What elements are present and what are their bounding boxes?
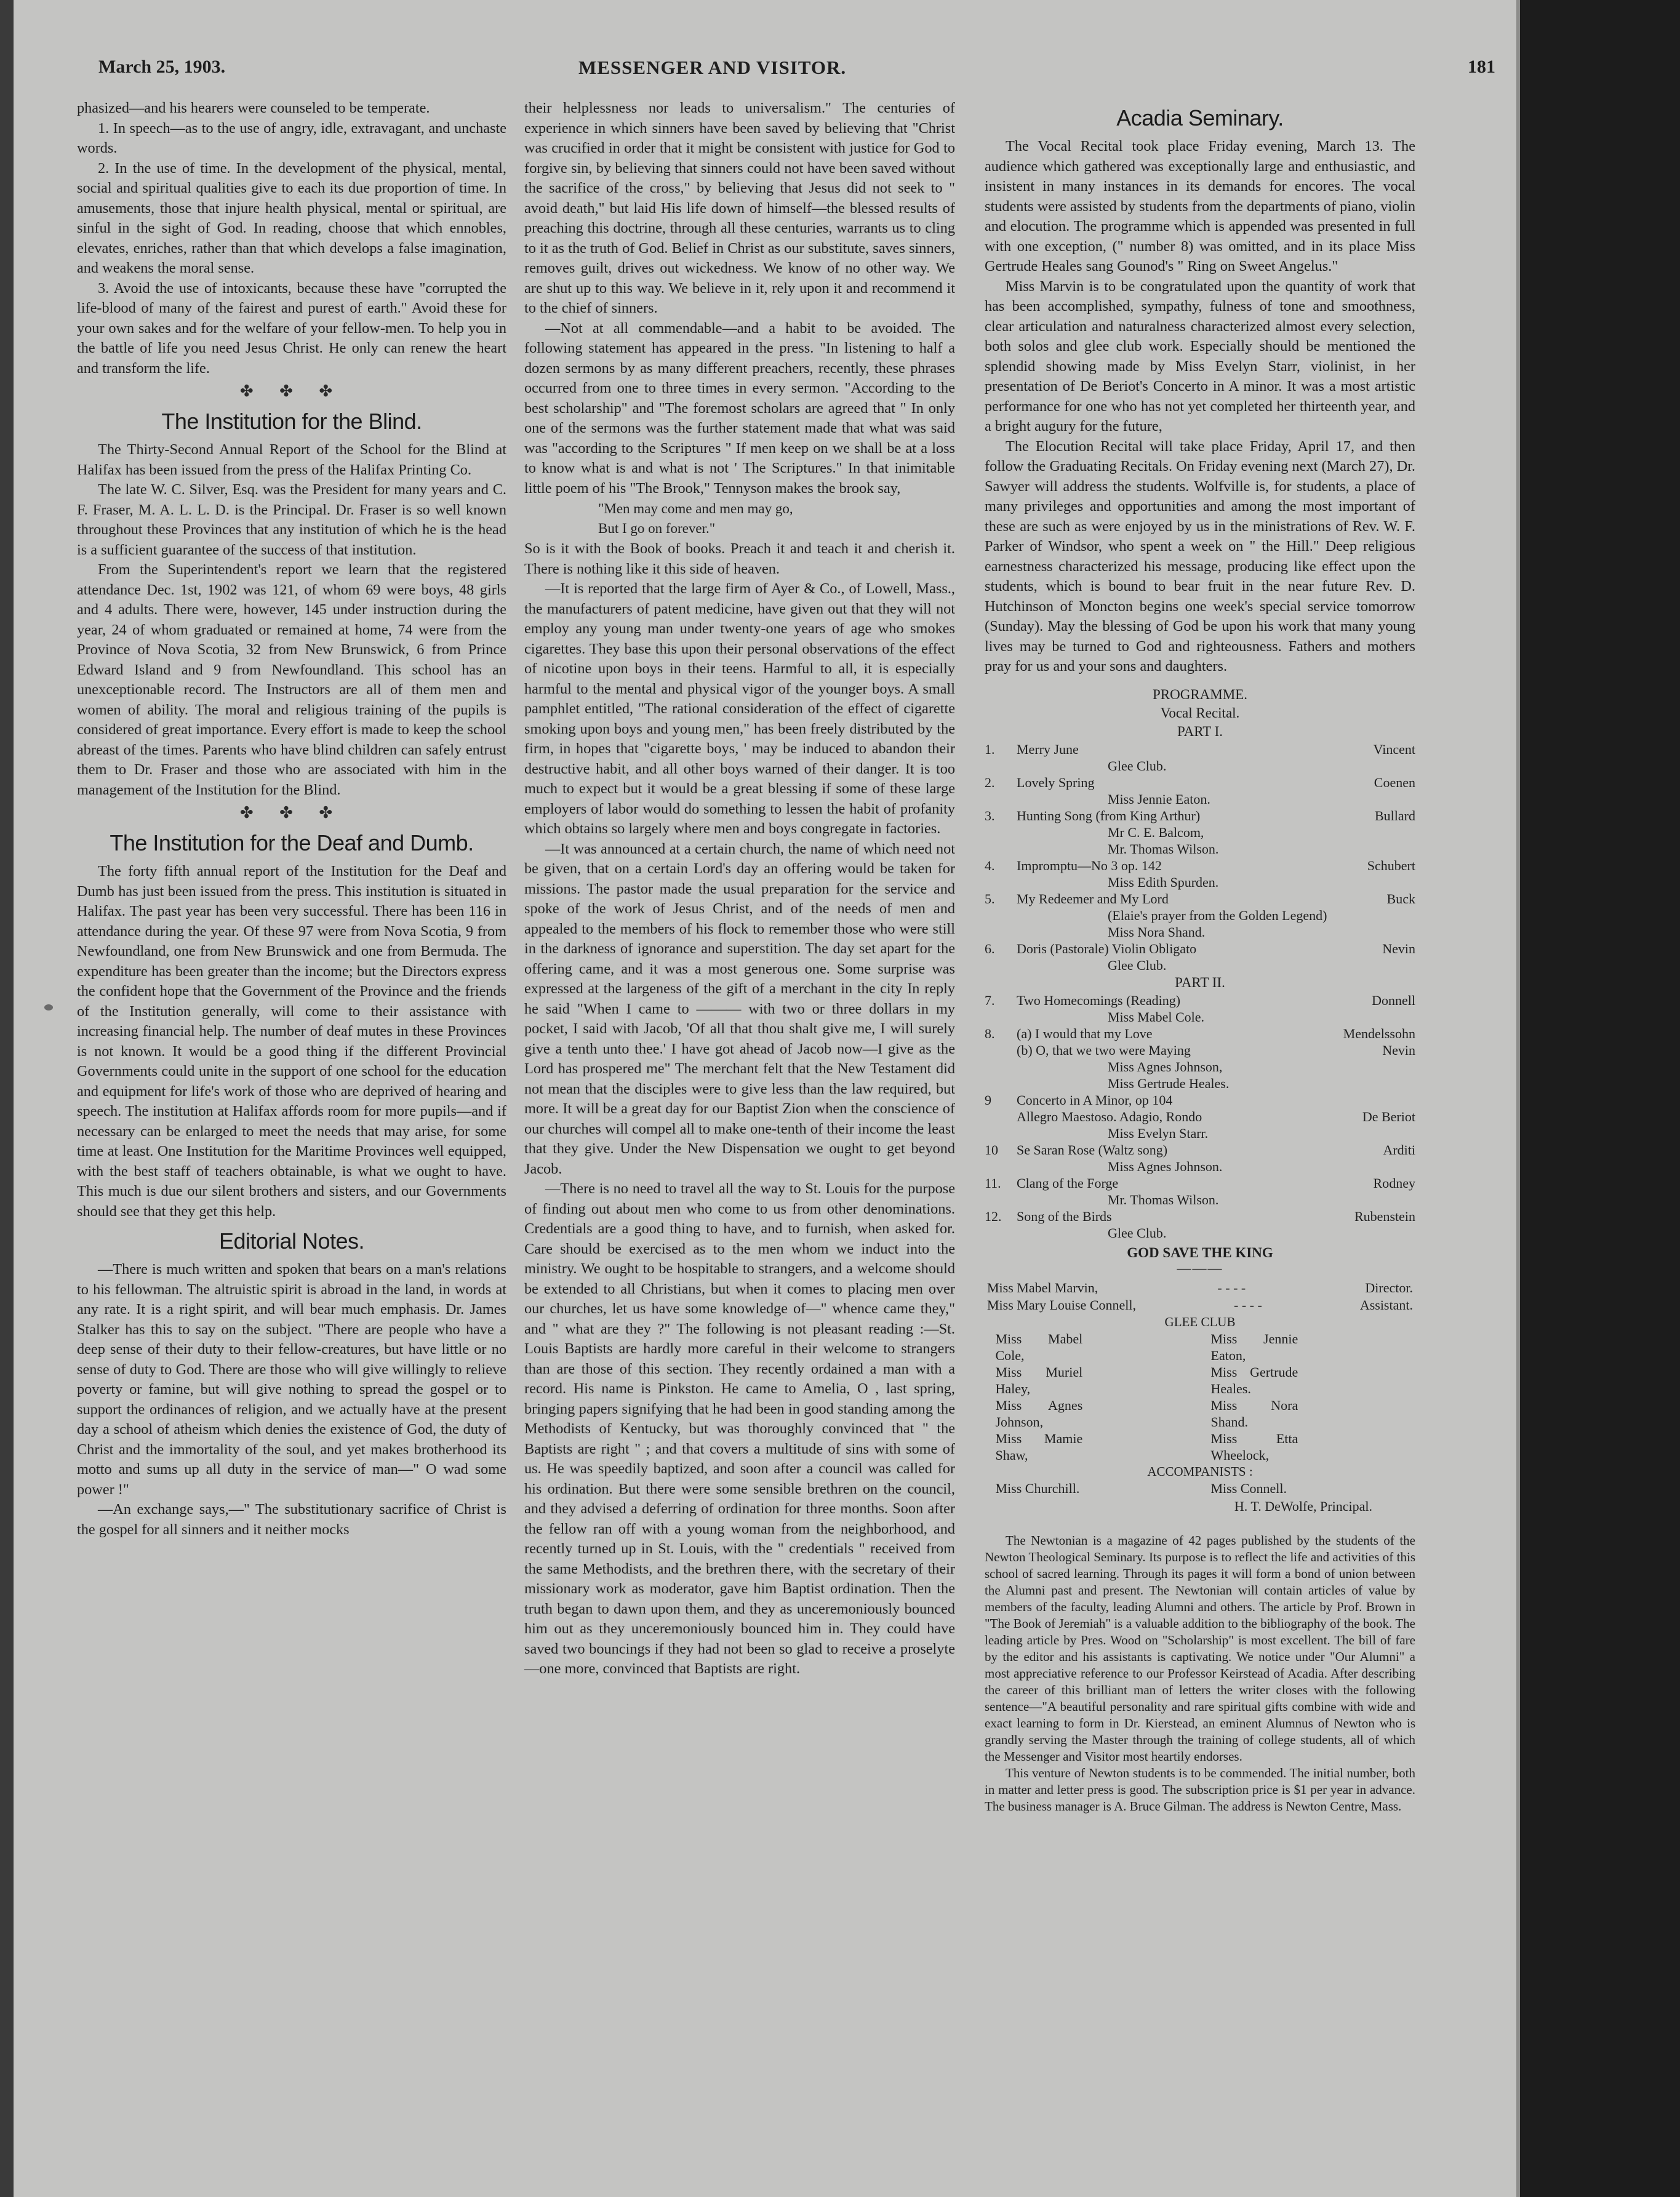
item-composer: Coenen (1374, 774, 1415, 790)
glee-member: Miss Mamie Shaw, (995, 1430, 1083, 1463)
glee-heading: GLEE CLUB (1164, 1314, 1236, 1329)
item-performer: Miss Agnes Johnson, (1108, 1058, 1223, 1074)
programme-item (985, 940, 1415, 957)
item-number: 3. (985, 807, 995, 823)
paragraph: phasized—and his hearers were counseled to be temperate. (77, 100, 430, 116)
acadia-heading: Acadia Seminary. (1116, 105, 1284, 130)
paragraph: their helplessness nor leads to universalism." The centuries of experience in which sinners have been saved by believing that "Christ was crucified in order that it might be consistent with justice for God to forgive sin, by believing that sinners could not have been saved without the sacrifice of the cross," by believing that Jesus did not seek to " avoid death," but laid His life down of himself—the blessed results of preaching this doctrine, through all these centuries, warrants us to cling to it as the truth of God. Belief in Christ as our substitute, saves sinners, removes guilt, drives out wickedness. We know of no other way. We are shut up to this way. We believe in it, rely upon it and recommend it to the chief of sinners. (524, 100, 955, 316)
item-title: Clang of the Forge (1017, 1175, 1119, 1191)
item-number: 10 (985, 1142, 998, 1158)
paragraph: —It was announced at a certain church, the name of which need not be given, that on a certain Lord's day an offering would be taken for missions. The pastor made the usual preparation for the service and spoke of the work of Jesus Christ, and of the needs of men and appealed to the members of his flock to remember those who were still in the darkness of ignorance and superstition. The day set apart for the offering came, and it was a most generous one. Some surprise was expressed at the largeness of the gift of a merchant in the city In reply he said "When I came to ——— with two or three dollars in my pocket, I said with Jacob, 'Of all that thou shalt give me, I will surely give a tenth unto thee.' I have got ahead of Jacob now—I give as the Lord has prospered me" The merchant felt that the New Testament did not mean that the disciples were to give less than the law required, but more. It will be a great day for our Baptist Zion when the conscience of our churches will compel all to make one-tenth of their income the least that they give. Under the New Dispensation we ought to get beyond Jacob. (524, 840, 955, 1177)
paragraph: —An exchange says,—" The substitutionary sacrifice of Christ is the gospel for all sinners and it neither mocks (77, 1501, 506, 1538)
item-composer: Rubenstein (1354, 1208, 1415, 1224)
staff-name: Miss Mabel Marvin, (987, 1279, 1098, 1295)
item-performer: Glee Club. (1108, 1225, 1167, 1241)
item-composer: Bullard (1375, 807, 1415, 823)
item-composer: Arditi (1383, 1142, 1415, 1158)
item-composer: Rodney (1373, 1175, 1415, 1191)
item-number: 4. (985, 857, 995, 873)
programme-item (985, 774, 1415, 791)
item-title: Allegro Maestoso. Adagio, Rondo (1017, 1108, 1202, 1124)
programme-subheading: Vocal Recital. (1160, 705, 1240, 721)
item-performer: Mr. Thomas Wilson. (1108, 1191, 1219, 1207)
paragraph: So is it with the Book of books. Preach it and teach it and cherish it. There is nothing like it this side of heaven. (524, 540, 955, 577)
paragraph: —It is reported that the large firm of Ayer & Co., of Lowell, Mass., the manufacturers of patent medicine, have given out that they will not employ any young man under twenty-one years of age who smokes cigarettes. They base this upon their personal observations of the effect of nicotine upon boys in their teens. Harmful to all, it is especially harmful to the mental and physical vigor of the younger boys. A small pamphlet entitled, "The rational consideration of the effect of cigarette smoking upon boys and young men," has been freely distributed by the firm, in hopes that "cigarette boys, ' may be induced to abandon their destructive habit, and all other boys warned of their danger. It is too much to expect but it would be a great blessing if some of these large employers of labor would do something to lessen the habit of profanity which obtains so largely where men and boys congregate in factories. (524, 580, 955, 837)
programme-heading: PROGRAMME. (1152, 686, 1247, 702)
divider: ——— (1177, 1260, 1223, 1276)
item-number: 8. (985, 1025, 995, 1041)
programme-item (985, 1175, 1415, 1191)
item-title: (b) O, that we two were Maying (1017, 1042, 1191, 1058)
paragraph: The Elocution Recital will take place Friday, April 17, and then follow the Graduating Recitals. On Friday evening next (March 27), Dr. Sawyer will address the students. Wolfville is, for students, a place of many privileges and opportunities and among the most important of these are such as were enjoyed by us in the ministrations of Rev. W. F. Parker of Windsor, who spent a week on " the Hill." Deep religious earnestness characterized his message, producing like effect upon the students, which is bound to bear fruit in the near future Rev. D. Hutchinson of Moncton begins one week's special service tomorrow (Sunday). May the blessing of God be upon his work that many young lives may be turned to God and righteousness. Fathers and mothers pray for us and your sons and daughters. (985, 438, 1415, 674)
item-performer: Miss Mabel Cole. (1108, 1009, 1205, 1025)
staff-role: Director. (1365, 1279, 1413, 1295)
glee-member: Miss Nora Shand. (1210, 1397, 1298, 1430)
staff-name: Miss Mary Louise Connell, (987, 1297, 1136, 1313)
ornament: ✤ ✤ ✤ (239, 382, 344, 400)
paragraph: 3. Avoid the use of intoxicants, because these have "corrupted the life-blood of many of the fairest and purest of earth." Avoid these for your own sakes and for the welfare of your fellow-men. To help you in the battle of life you need Jesus Christ. He only can renew the heart and transform the life. (77, 279, 506, 377)
paragraph: Miss Marvin is to be congratulated upon the quantity of work that has been accomplished, sympathy, fulness of tone and smoothness, clear articulation and naturalness characterized almost every selection, both solos and glee club work. Especially should be mentioned the splendid showing made by Miss Evelyn Starr, violinist, in her presentation of De Beriot's Concerto in A minor. It was a most artistic performance for one who has not yet completed her thirteenth year, and a bright augury for the future, (985, 278, 1415, 434)
issue-date: March 25, 1903. (98, 57, 226, 77)
editorial-heading: Editorial Notes. (218, 1228, 365, 1254)
glee-column-left (996, 1331, 1190, 1463)
glee-member: Miss Agnes Johnson, (995, 1397, 1083, 1430)
item-composer (1311, 1092, 1415, 1108)
paragraph: —There is much written and spoken that bears on a man's relations to his fellowman. The altruistic spirit is abroad in the land, in words at any rate. It is a right spirit, and will bear much emphasis. Dr. James Stalker has this to say on the subject. "There are people who have a deep sense of their duty to their fellow-creatures, but have little or no sense of duty to God. There are those who will give willingly to relieve poverty or famine, but will give nothing to spread the gospel or to support the ordinances of religion, and we actually have at the present day a school of atheism which denies the existence of God, the duty of Christ and the immortality of the soul, and yet makes brotherhood its motto and sums up all duty in the service of man—" O wad some power !" (77, 1261, 506, 1498)
glee-member: Miss Gertrude Heales. (1210, 1364, 1298, 1396)
paragraph: The Vocal Recital took place Friday evening, March 13. The audience which gathered was exceptionally large and enthusiastic, and insistent in many instances in its demands for encores. The vocal students were assisted by students from the departments of piano, violin and elocution. The programme which is appended was presented in full with one exception, (" number 8) was omitted, and in its place Miss Gertrude Heales sang Gounod's " Ring on Sweet Angelus." (985, 138, 1415, 274)
programme-item (985, 1108, 1415, 1125)
item-title: Concerto in A Minor, op 104 (1017, 1092, 1173, 1108)
item-performer: Miss Edith Spurden. (1108, 874, 1219, 890)
paragraph: The Thirty-Second Annual Report of the School for the Blind at Halifax has been issued from the press of the Halifax Printing Co. (77, 441, 506, 478)
staff-dashes: - - - - (1234, 1297, 1262, 1313)
masthead: MESSENGER AND VISITOR. (578, 57, 847, 78)
glee-member: Miss Mabel Cole, (995, 1331, 1083, 1363)
item-performer: Miss Gertrude Heales. (1108, 1075, 1230, 1091)
item-performer: Mr C. E. Balcom, (1108, 824, 1204, 840)
programme-item (985, 1092, 1415, 1108)
blind-heading: The Institution for the Blind. (161, 409, 422, 434)
glee-club-list (985, 1331, 1415, 1463)
item-title: Se Saran Rose (Waltz song) (1017, 1142, 1168, 1158)
paragraph: —There is no need to travel all the way to St. Louis for the purpose of finding out about men who come to us from other denominations. Credentials are a good thing to have, and to furnish, when asked for. Care should be exercised as to the men whom we induct into the ministry. We ought to be hospitable to strangers, and a welcome should be extended to all Christians, but when it comes to placing men over our churches, let us have some knowledge of—" whence came they," and " what are they ?" The following is not pleasant reading :—St. Louis Baptists are hardly more careful in their welcome to strangers than are those of this section. They recently ordained a man with a record. His name is Pinkston. He came to Amelia, O , last spring, bringing papers signifying that he had been in good standing among the Methodists of Kentucky, but was thoroughly convinced that " the Baptists are right " ; and that covers a multitude of sins with some of us. He was speedily baptized, and soon after a council was called for his ordination. But there were some sensible brethren on the council, and they advised a deferring of ordination for three months. Soon after the fellow ran off with a young woman from the neighborhood, and recently turned up in St. Louis, with the " credentials " received from the same Methodists, and the brethren there, with the secretary of their missionary work as moderator, gave him Baptist ordination. Then the truth began to dawn upon them, and they as unceremoniously bounced him out as they unceremoniously bounced him in. They could have saved two bouncings if they had not been so glad to receive a proselyte—one more, convinced that Baptists are right. (524, 1180, 955, 1677)
item-composer: De Beriot (1362, 1108, 1415, 1124)
item-number: 1. (985, 741, 995, 757)
staff-row (985, 1279, 1415, 1297)
paragraph: —Not at all commendable—and a habit to be avoided. The following statement has appeared in the press. "In listening to half a dozen sermons by as many different preachers, recently, these phrases occurred from one to three times in every sermon. "According to the best scholarship" and "The foremost scholars are agreed that " In only one of the sermons was the further statement made that what was said was "according to the Scriptures " If men keep on we shall be at a loss to know what is and what is not ' The Scriptures." In that inimitable little poem of his "The Brook," Tennyson makes the brook say, (524, 319, 955, 497)
item-performer: Miss Evelyn Starr. (1108, 1125, 1209, 1141)
programme-item (985, 992, 1415, 1009)
principal-signature: H. T. DeWolfe, Principal. (1234, 1498, 1372, 1514)
poem-line: But I go on forever." (598, 521, 716, 536)
programme-item (985, 1208, 1415, 1225)
item-composer: Donnell (1372, 992, 1415, 1008)
paragraph: The forty fifth annual report of the Institution for the Deaf and Dumb has just been issued from the press. This institution is situated in Halifax. The past year has been very successful. There has been 116 in attendance during the year. Of these 97 were from Nova Scotia, 9 from Newfoundland, one from New Brunswick and one from Bermuda. The expenditure has been greater than the income; but the Directors express the confident hope that the Government of the Province and the friends of the Institution generally, will come to their assistance with increasing financial help. The number of deaf mutes in these Provinces is not known. It would be a good thing if the different Provincial Governments could unite in the support of one school for the education and equipment for life's work of those who are deprived of hearing and speech. The institution at Halifax affords room for more pupils—and if necessary can be enlarged to meet the needs that may arise, for some time at least. One Institution for the Maritime Provinces well equipped, with the best staff of teachers obtainable, is what we ought to have. This much is due our silent brothers and sisters, and our Governments should see that they get this help. (77, 863, 506, 1220)
deaf-heading: The Institution for the Deaf and Dumb. (110, 830, 474, 855)
programme-item (985, 1042, 1415, 1058)
item-number: 12. (985, 1208, 1002, 1224)
poem-line: "Men may come and men may go, (598, 501, 793, 516)
item-performer: Miss Agnes Johnson. (1108, 1158, 1223, 1174)
staff-role: Assistant. (1359, 1297, 1413, 1313)
programme-item (985, 1142, 1415, 1158)
accompanist: Miss Connell. (1210, 1480, 1287, 1496)
paragraph: 2. In the use of time. In the development of the physical, mental, social and spiritual qualities give to each its due proportion of time. In amusements, those that injure health physical, mental or spiritual, are sinful in the sight of God. In reading, choose that which ennobles, elevates, enriches, rather than that which develops a false imagination, and weakens the moral sense. (77, 159, 506, 276)
anthem: GOD SAVE THE KING (1127, 1244, 1273, 1260)
item-title: Merry June (1017, 741, 1079, 757)
scan-right-edge (1516, 0, 1520, 2197)
item-number (985, 1042, 1012, 1058)
programme-item (985, 807, 1415, 824)
item-title: Doris (Pastorale) Violin Obligato (1017, 940, 1197, 956)
item-performer: Miss Nora Shand. (1108, 924, 1206, 940)
item-number: 2. (985, 774, 995, 790)
item-composer: Vincent (1373, 741, 1415, 757)
ink-spot (44, 1004, 53, 1010)
item-title: Song of the Birds (1017, 1208, 1112, 1224)
paragraph: 1. In speech—as to the use of angry, idle, extravagant, and unchaste words. (77, 119, 506, 156)
accompanists-heading: ACCOMPANISTS : (1147, 1463, 1253, 1479)
column-right (985, 98, 1415, 1815)
programme-item (985, 1025, 1415, 1042)
part-heading: PART I. (1177, 723, 1223, 739)
item-title: Impromptu—No 3 op. 142 (1017, 857, 1162, 873)
accompanist: Miss Churchill. (995, 1480, 1080, 1496)
staff-row (985, 1297, 1415, 1314)
glee-member: Miss Etta Wheelock, (1210, 1430, 1298, 1463)
item-number (985, 1108, 1012, 1125)
glee-member: Miss Jennie Eaton, (1210, 1331, 1298, 1363)
item-number: 7. (985, 992, 995, 1008)
item-title: (a) I would that my Love (1017, 1025, 1153, 1041)
ornament: ✤ ✤ ✤ (239, 804, 344, 822)
paragraph: From the Superintendent's report we learn that the registered attendance Dec. 1st, 1902 was 121, of whom 69 were boys, 48 girls and 4 adults. There were, however, 145 under instruction during the year, 24 of whom graduated or remained at home, 74 were from the Province of Nova Scotia, 32 from New Brunswick, 6 from Prince Edward Island and 9 from Newfoundland. This school has an unexceptionable record. The Instructors are all of them men and women of ability. The moral and religious training of the pupils is considered of great importance. Every effort is made to keep the school abreast of the times. Parents who have blind children can safely entrust them to Dr. Fraser and those who are associated with him in the management of the Institution for the Blind. (77, 561, 506, 798)
item-number: 9 (985, 1092, 991, 1108)
programme-part-2 (985, 992, 1415, 1241)
page-header (98, 57, 1495, 91)
item-composer: Buck (1386, 890, 1415, 906)
item-performer: Glee Club. (1108, 957, 1167, 973)
item-number: 5. (985, 890, 995, 906)
item-composer: Mendelssohn (1343, 1025, 1415, 1041)
item-number: 11. (985, 1175, 1001, 1191)
column-middle (524, 98, 955, 1679)
page-number: 181 (1468, 57, 1495, 77)
accompanists-list (985, 1480, 1415, 1497)
item-performer: Glee Club. (1108, 758, 1167, 774)
programme-item (985, 857, 1415, 874)
column-left (77, 98, 506, 1540)
paragraph: The late W. C. Silver, Esq. was the President for many years and C. F. Fraser, M. A. L. L. D. is the Principal. Dr. Fraser is so well known throughout these Provinces that any institution of which he is the head is a sufficient guarantee of the success of that institution. (77, 481, 506, 558)
programme-part-1 (985, 741, 1415, 974)
paragraph: This venture of Newton students is to be commended. The initial number, both in matter and letter press is good. The subscription price is $1 per year in advance. The business manager is A. Bruce Gilman. The address is Newton Centre, Mass. (985, 1766, 1415, 1814)
glee-column-right (1211, 1331, 1405, 1463)
item-title: Two Homecomings (Reading) (1017, 992, 1181, 1008)
item-title: My Redeemer and My Lord (1017, 890, 1169, 906)
scan-left-edge (0, 0, 14, 2197)
staff-list (985, 1279, 1415, 1314)
item-number: 6. (985, 940, 995, 956)
paragraph: The Newtonian is a magazine of 42 pages published by the students of the Newton Theological Seminary. Its purpose is to reflect the life and activities of this school of sacred learning. Through its pages it will form a bond of union between the Alumni past and present. The Newtonian will contain articles of value by members of the faculty, leading Alumni and others. The article by Prof. Brown in "The Book of Jeremiah" is a valuable addition to the bibliography of the book. The leading article by Pres. Wood on "Scholarship" is most excellent. The bill of fare by the editor and his assistants is captivating. We notice under "Our Alumni" a most appreciative reference to our Professor Keirstead of Acadia. After describing the career of this brilliant man of letters the writer closes with the following sentence—"A beautiful personality and rare spiritual gifts combine with wide and exact learning to form in Dr. Kierstead, an eminent Alumnus of Newton who is grandly serving the Master through the training of college students, all of which the Messenger and Visitor most heartily endorses. (985, 1533, 1415, 1764)
programme-item (985, 890, 1415, 907)
item-title: Lovely Spring (1017, 774, 1095, 790)
item-performer: (Elaie's prayer from the Golden Legend) (1108, 907, 1327, 923)
part-heading: PART II. (1175, 974, 1225, 990)
item-composer: Nevin (1382, 1042, 1415, 1058)
item-title: Hunting Song (from King Arthur) (1017, 807, 1201, 823)
programme-item (985, 741, 1415, 758)
staff-dashes: - - - - (1217, 1279, 1246, 1295)
item-performer: Miss Jennie Eaton. (1108, 791, 1210, 807)
item-composer: Schubert (1367, 857, 1415, 873)
item-performer: Mr. Thomas Wilson. (1108, 841, 1219, 857)
glee-member: Miss Muriel Haley, (995, 1364, 1083, 1396)
item-composer: Nevin (1382, 940, 1415, 956)
